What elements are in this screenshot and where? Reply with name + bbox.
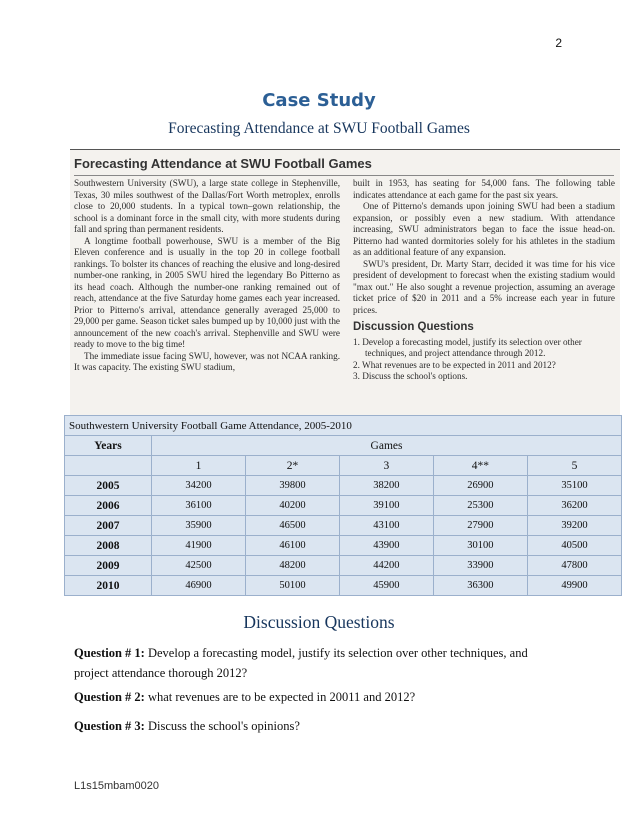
case-scan-excerpt bbox=[70, 150, 620, 425]
attendance-cell: 46500 bbox=[245, 516, 339, 536]
attendance-cell: 35900 bbox=[152, 516, 246, 536]
game-header: 5 bbox=[527, 456, 621, 476]
year-cell: 2006 bbox=[65, 496, 152, 516]
table-row bbox=[65, 476, 622, 496]
games-header: Games bbox=[152, 436, 622, 456]
attendance-cell: 38200 bbox=[339, 476, 433, 496]
page-title: Case Study bbox=[262, 90, 376, 111]
question-1-text: Develop a forecasting model, justify its selection over other techniques, and project attendance thorough 2012? bbox=[74, 646, 528, 680]
attendance-cell: 46900 bbox=[152, 576, 246, 596]
year-cell: 2007 bbox=[65, 516, 152, 536]
scan-left-column bbox=[74, 178, 340, 374]
attendance-cell: 39800 bbox=[245, 476, 339, 496]
scan-paragraph: The immediate issue facing SWU, however, was not NCAA ranking. It was capacity. The existing SWU stadium, bbox=[74, 350, 340, 372]
year-cell: 2010 bbox=[65, 576, 152, 596]
attendance-cell: 44200 bbox=[339, 556, 433, 576]
empty-header-cell bbox=[65, 456, 152, 476]
attendance-cell: 43100 bbox=[339, 516, 433, 536]
attendance-cell: 40200 bbox=[245, 496, 339, 516]
question-1-label: Question # 1: bbox=[74, 646, 145, 660]
attendance-cell: 41900 bbox=[152, 536, 246, 556]
attendance-cell: 50100 bbox=[245, 576, 339, 596]
attendance-cell: 30100 bbox=[433, 536, 527, 556]
scan-discussion-item: 2. What revenues are to be expected in 2011 and 2012? bbox=[353, 359, 556, 370]
attendance-cell: 42500 bbox=[152, 556, 246, 576]
question-2-text: what revenues are to be expected in 20011 and 2012? bbox=[147, 690, 416, 704]
attendance-cell: 25300 bbox=[433, 496, 527, 516]
attendance-cell: 33900 bbox=[433, 556, 527, 576]
year-cell: 2008 bbox=[65, 536, 152, 556]
year-cell: 2009 bbox=[65, 556, 152, 576]
page-number: 2 bbox=[555, 36, 562, 50]
scan-paragraph: built in 1953, has seating for 54,000 fans. The following table indicates attendance at each game for the past six years. bbox=[353, 178, 615, 200]
table-row bbox=[65, 536, 622, 556]
attendance-cell: 47800 bbox=[527, 556, 621, 576]
years-header: Years bbox=[65, 436, 152, 456]
attendance-cell: 40500 bbox=[527, 536, 621, 556]
scan-paragraph: Southwestern University (SWU), a large state college in Stephenville, Texas, 30 miles southwest of the Dallas/Fort Worth metroplex, enrolls close to 20,000 students. In a typical town–gown relationship, the school is a dominant force in the small city, with more students during fall and spring than permanent residents. bbox=[74, 178, 340, 234]
attendance-cell: 39100 bbox=[339, 496, 433, 516]
footer-id: L1s15mbam0020 bbox=[74, 780, 160, 792]
attendance-cell: 36300 bbox=[433, 576, 527, 596]
scan-paragraph: A longtime football powerhouse, SWU is a member of the Big Eleven conference and is usually in the top 20 in college football rankings. To bolster its chances of reaching the elusive and long-desired number-one ranking, in 2005 SWU hired the legendary Bo Pitterno as its head coach. Although the number-one ranking remained out of reach, attendance at the five Saturday home games each year increased. Prior to Pitterno's arrival, attendance generally averaged 25,000 to 29,000 per game. Season ticket sales bumped up by 10,000 just with the announcement of the new coach's arrival. Stephenville and SWU were ready to move to the big time! bbox=[74, 235, 340, 349]
attendance-cell: 45900 bbox=[339, 576, 433, 596]
scan-discussion-heading: Discussion Questions bbox=[353, 321, 474, 333]
game-header: 1 bbox=[152, 456, 246, 476]
question-3-label: Question # 3: bbox=[74, 719, 145, 733]
attendance-cell: 34200 bbox=[152, 476, 246, 496]
scan-right-column bbox=[353, 178, 615, 383]
scan-divider bbox=[74, 175, 614, 176]
attendance-cell: 36200 bbox=[527, 496, 621, 516]
scan-discussion-item: 1. Develop a forecasting model, justify its selection over other techniques, and project attendance through 2012. bbox=[353, 336, 582, 358]
question-2 bbox=[74, 687, 544, 707]
attendance-cell: 35100 bbox=[527, 476, 621, 496]
question-3-text: Discuss the school's opinions? bbox=[147, 719, 300, 733]
scan-discussion-item: 3. Discuss the school's options. bbox=[353, 371, 468, 381]
attendance-cell: 26900 bbox=[433, 476, 527, 496]
attendance-cell: 46100 bbox=[245, 536, 339, 556]
scan-paragraph: SWU's president, Dr. Marty Starr, decided it was time for his vice president of development to forecast when the existing stadium would "max out." He also sought a revenue projection, assuming an average ticket price of $20 in 2011 and a 5% increase each year in future prices. bbox=[353, 258, 615, 315]
game-header: 3 bbox=[339, 456, 433, 476]
attendance-cell: 48200 bbox=[245, 556, 339, 576]
attendance-cell: 27900 bbox=[433, 516, 527, 536]
attendance-cell: 43900 bbox=[339, 536, 433, 556]
game-header: 2* bbox=[245, 456, 339, 476]
question-1 bbox=[74, 643, 544, 683]
scan-title: Forecasting Attendance at SWU Football Games bbox=[74, 156, 372, 171]
year-cell: 2005 bbox=[65, 476, 152, 496]
table-row bbox=[65, 496, 622, 516]
game-header: 4** bbox=[433, 456, 527, 476]
table-row bbox=[65, 516, 622, 536]
discussion-title: Discussion Questions bbox=[243, 612, 395, 632]
scan-paragraph: One of Pitterno's demands upon joining SWU had been a stadium expansion, or possibly even a new stadium. With attendance increasing, SWU administrators began to face the issue head-on. Pitterno had wanted dormitories solely for his athletes in the stadium as an additional feature of any expansion. bbox=[353, 201, 615, 257]
attendance-cell: 39200 bbox=[527, 516, 621, 536]
table-row bbox=[65, 576, 622, 596]
question-3 bbox=[74, 716, 544, 736]
table-caption: Southwestern University Football Game Attendance, 2005-2010 bbox=[65, 416, 622, 436]
attendance-cell: 36100 bbox=[152, 496, 246, 516]
attendance-table bbox=[64, 415, 622, 596]
table-row bbox=[65, 556, 622, 576]
question-2-label: Question # 2: bbox=[74, 690, 145, 704]
page-subtitle: Forecasting Attendance at SWU Football Games bbox=[168, 120, 470, 137]
attendance-cell: 49900 bbox=[527, 576, 621, 596]
